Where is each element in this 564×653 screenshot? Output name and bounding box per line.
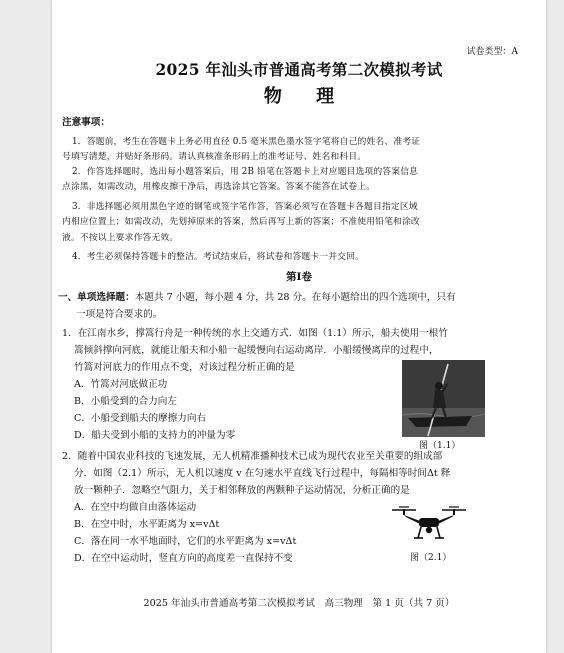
section-instructions bbox=[58, 292, 456, 304]
drone-icon bbox=[388, 504, 470, 546]
exam-title: 2025 年汕头市普通高考第二次模拟考试 bbox=[155, 60, 443, 79]
notice-line: 4．考生必须保持答题卡的整洁。考试结束后，将试卷和答题卡一并交回。 bbox=[72, 252, 365, 262]
notice-line: 1．答题前，考生在答题卡上务必用直径 0.5 毫米黑色墨水签字笔将自己的姓名、准考证 bbox=[72, 137, 421, 147]
page-footer: 2025 年汕头市普通高考第二次模拟考试 高三物理 第 1 页（共 7 页） bbox=[143, 598, 455, 609]
question-1-option-a: A．竹篙对河底做正功 bbox=[74, 379, 168, 390]
question-2-stem: 2．随着中国农业科技的飞速发展，无人机精准播种技术已成为现代农业至关重要的组成部 bbox=[62, 451, 443, 462]
notice-heading: 注意事项： bbox=[62, 117, 110, 128]
figure-1-1-caption: 图（1.1） bbox=[419, 441, 461, 451]
question-1-option-c: C．小船受到船夫的摩擦力向右 bbox=[74, 413, 207, 424]
notice-line: 液。不按以上要求作答无效。 bbox=[62, 233, 179, 243]
exam-page bbox=[52, 0, 546, 653]
section-label: 一、单项选择题： bbox=[58, 292, 135, 303]
question-2-stem: 分．如图（2.1）所示，无人机以速度 v 在匀速水平直线飞行过程中，每隔相等时间Δt 释 bbox=[74, 468, 451, 479]
question-1-stem: 竹篙对河底力的作用点不变，对该过程分析正确的是 bbox=[74, 362, 295, 373]
notice-line: 2．作答选择题时，选出每小题答案后，用 2B 铅笔在答题卡上对应题目选项的答案信息 bbox=[72, 167, 419, 177]
notice-line: 点涂黑，如需改动，用橡皮擦干净后，再选涂其它答案。答案不能答在试卷上。 bbox=[62, 182, 376, 192]
question-1-stem: 篙倾斜撑向河底，就能让船夫和小船一起缓慢向右运动离岸．小船缓慢离岸的过程中， bbox=[74, 345, 439, 356]
question-2-option-d: D．在空中运动时，竖直方向的高度差一直保持不变 bbox=[74, 553, 293, 564]
section-instructions-text: 本题共 7 小题，每小题 4 分，共 28 分。在每小题给出的四个选项中，只有 bbox=[134, 292, 456, 303]
question-2-option-c: C．落在同一水平地面时，它们的水平距离为 x=vΔt bbox=[74, 536, 297, 547]
question-1-option-d: D．船夫受到小船的支持力的冲量为零 bbox=[74, 430, 236, 441]
figure-1-1-boatman-image bbox=[402, 360, 485, 437]
section-title: 第Ⅰ卷 bbox=[286, 271, 312, 283]
notice-line: 号填写清楚，并贴好条形码。请认真核准条形码上的准考证号、姓名和科目。 bbox=[62, 152, 367, 162]
question-2-option-a: A．在空中均做自由落体运动 bbox=[74, 502, 197, 513]
question-2-option-b: B．在空中时，水平距离为 x=vΔt bbox=[74, 519, 220, 530]
subject-title: 物 理 bbox=[263, 86, 349, 107]
notice-line: 3．非选择题必须用黑色字迹的钢笔或签字笔作答，答案必须写在答题卡各题目指定区域 bbox=[72, 202, 418, 212]
paper-type-label: 试卷类型：A bbox=[466, 47, 518, 57]
question-1-option-b: B．小船受到的合力向左 bbox=[74, 396, 177, 407]
section-instructions-line2: 一项是符合要求的。 bbox=[76, 309, 163, 320]
question-1-stem: 1．在江南水乡，撑篙行舟是一种传统的水上交通方式．如图（1.1）所示，船夫使用一根竹 bbox=[62, 328, 448, 339]
figure-2-1-caption: 图（2.1） bbox=[410, 553, 452, 563]
question-2-stem: 放一颗种子．忽略空气阻力，关于相邻释放的两颗种子运动情况，分析正确的是 bbox=[74, 485, 410, 496]
notice-line: 内相应位置上；如需改动，先划掉原来的答案，然后再写上新的答案；不准使用铅笔和涂改 bbox=[62, 217, 420, 227]
